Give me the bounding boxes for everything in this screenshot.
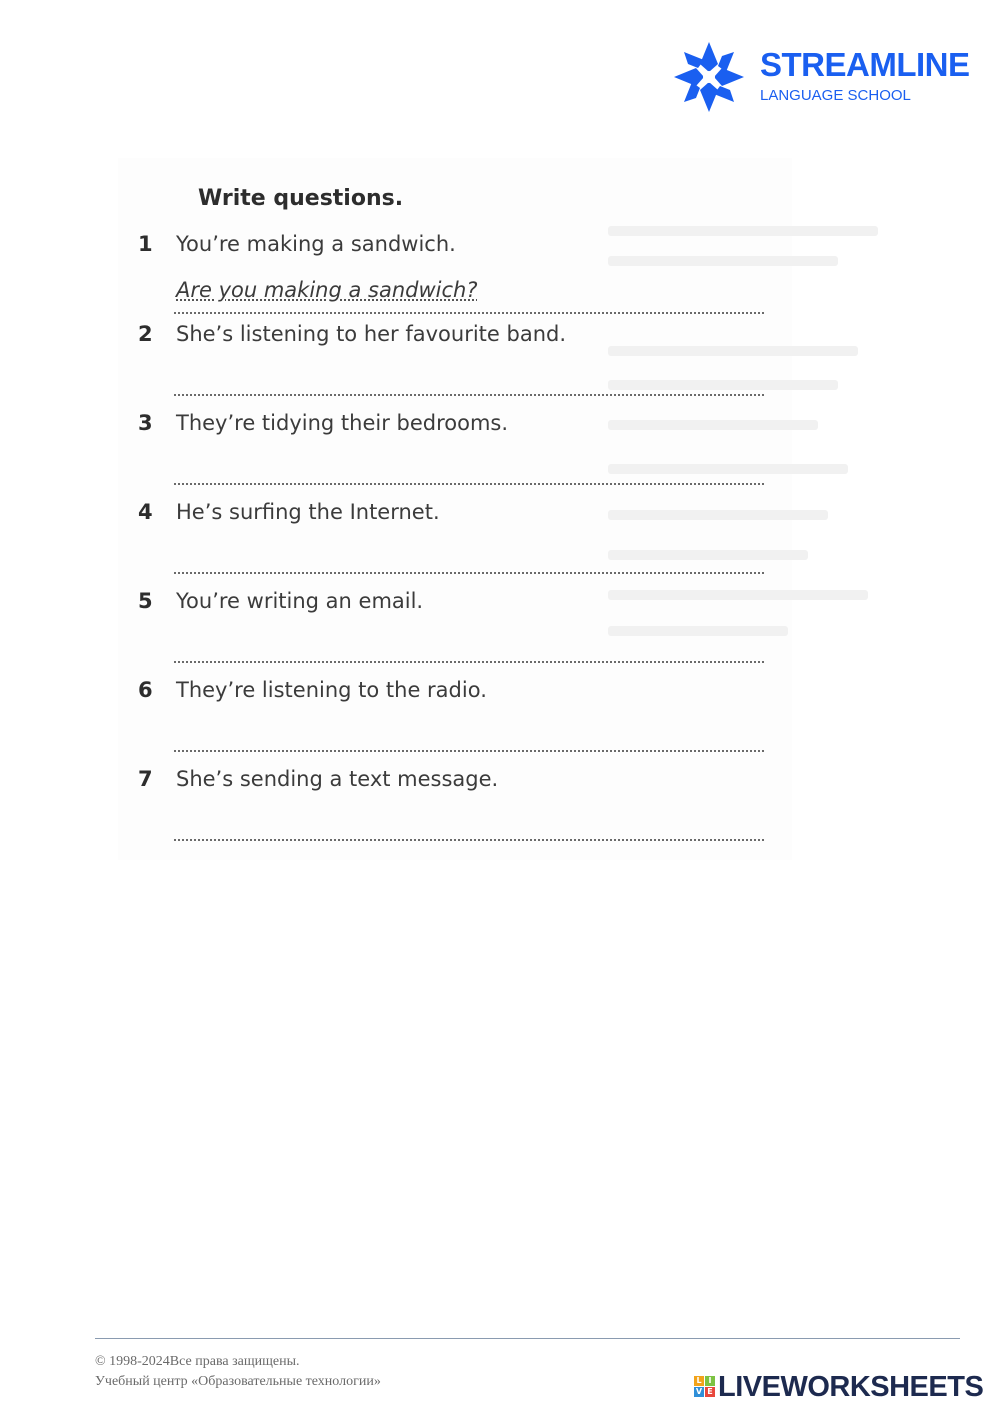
liveworksheets-brand: LIVEWORKSHEETS [718, 1371, 984, 1403]
answer-line[interactable] [174, 661, 764, 663]
answer-line[interactable] [174, 750, 764, 752]
answer-line[interactable] [174, 839, 764, 841]
exercise-item [138, 411, 768, 499]
exercise-item [138, 500, 768, 588]
item-prompt: You’re making a sandwich. [176, 232, 456, 256]
answer-line[interactable] [174, 572, 764, 574]
brand-subtitle: LANGUAGE SCHOOL [760, 87, 911, 104]
item-prompt: She’s sending a text message. [176, 767, 499, 791]
footer-divider [95, 1338, 960, 1339]
answer-line[interactable] [174, 394, 764, 396]
exercise-item [138, 767, 768, 855]
answer-line[interactable] [174, 312, 764, 314]
exercise-heading: Write questions. [198, 186, 404, 211]
item-number: 3 [138, 411, 153, 435]
item-number: 7 [138, 767, 153, 791]
exercise-item [138, 678, 768, 766]
item-number: 1 [138, 232, 153, 256]
brand-name: STREAMLINE [760, 46, 970, 83]
exercise-item [138, 322, 768, 410]
item-answer: Are you making a sandwich? [176, 278, 478, 302]
copyright-line: Учебный центр «Образовательные технологии» [95, 1374, 381, 1389]
item-number: 2 [138, 322, 153, 346]
item-prompt: You’re writing an email. [176, 589, 424, 613]
copyright-line: © 1998-2024Все права защищены. [95, 1354, 300, 1369]
item-prompt: He’s surfing the Internet. [176, 500, 440, 524]
answer-line[interactable] [174, 483, 764, 485]
streamline-logo [674, 42, 974, 114]
liveworksheets-logo-icon: L I V E [694, 1376, 716, 1398]
item-number: 6 [138, 678, 153, 702]
exercise-item [138, 232, 768, 320]
item-prompt: They’re listening to the radio. [176, 678, 487, 702]
exercise-item [138, 589, 768, 677]
item-prompt: They’re tidying their bedrooms. [176, 411, 509, 435]
item-number: 4 [138, 500, 153, 524]
item-prompt: She’s listening to her favourite band. [176, 322, 567, 346]
copyright-notice [95, 1352, 381, 1392]
item-number: 5 [138, 589, 153, 613]
star-compass-logo-icon [674, 42, 744, 112]
